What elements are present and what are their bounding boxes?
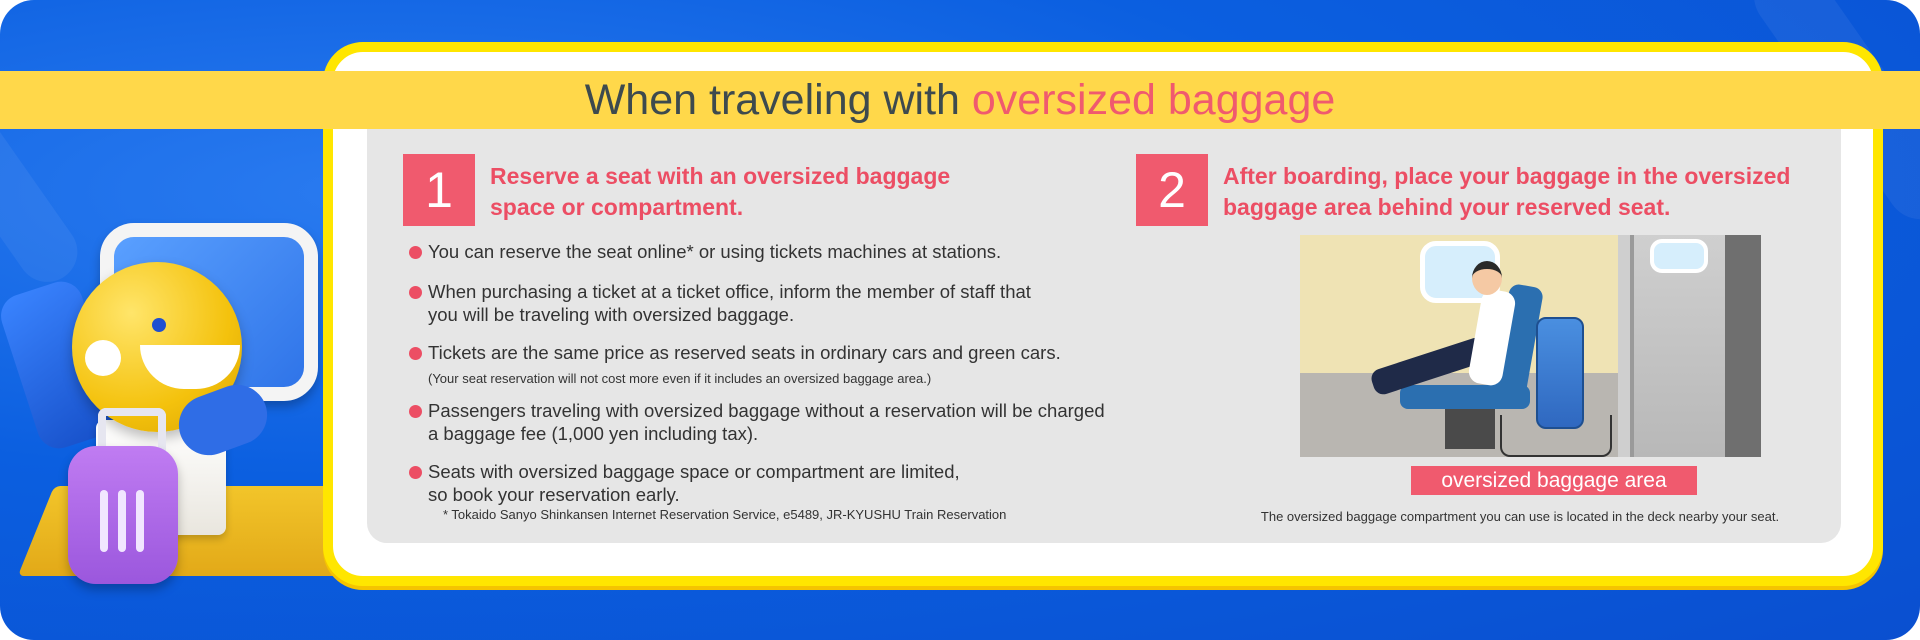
passenger-head xyxy=(1472,261,1502,295)
suitcase-stripe xyxy=(136,490,144,552)
bullet-text: Passengers traveling with oversized baggage without a reservation will be charged xyxy=(428,400,1105,421)
title-accent: oversized baggage xyxy=(971,76,1336,124)
baggage-caption: The oversized baggage compartment you can use is located in the deck nearby your seat. xyxy=(1260,509,1780,524)
bullet-text-cont: so book your reservation early. xyxy=(428,484,680,505)
suitcase-stripe xyxy=(100,490,108,552)
bullet-text-cont: a baggage fee (1,000 yen including tax). xyxy=(428,423,759,444)
door-window xyxy=(1650,239,1708,273)
bullet-text: When purchasing a ticket at a ticket office, inform the member of staff that xyxy=(428,281,1031,302)
bullet-subnote: (Your seat reservation will not cost more even if it includes an oversized baggage area.) xyxy=(428,371,932,386)
train-seat-illustration xyxy=(1300,235,1761,457)
baggage-area-label: oversized baggage area xyxy=(1411,466,1697,495)
step-2-heading xyxy=(1223,161,1790,223)
bullet-item xyxy=(428,460,960,506)
bullet-item xyxy=(428,280,1031,326)
mascot-hand xyxy=(85,340,121,376)
seat-base xyxy=(1445,409,1495,449)
seat-cushion xyxy=(1400,385,1530,409)
step-2-badge: 2 xyxy=(1136,154,1208,226)
step-1-heading-line1: Reserve a seat with an oversized baggage xyxy=(490,163,951,189)
bullet-item xyxy=(428,399,1105,445)
train-door-edge xyxy=(1725,235,1761,457)
suitcase-stripe xyxy=(118,490,126,552)
bullet-text: Tickets are the same price as reserved seats in ordinary cars and green cars. xyxy=(428,342,1061,363)
title-prefix: When traveling with xyxy=(584,76,972,124)
bullet-text: You can reserve the seat online* or using tickets machines at stations. xyxy=(428,241,1002,262)
step-1-heading-line2: space or compartment. xyxy=(490,194,744,220)
bullet-item xyxy=(428,240,1001,263)
bullet-item xyxy=(428,341,1061,390)
mascot-eye xyxy=(152,318,166,332)
footnote: * Tokaido Sanyo Shinkansen Internet Reservation Service, e5489, JR-KYUSHU Train Reservation xyxy=(443,507,1007,522)
step-2-heading-line2: baggage area behind your reserved seat. xyxy=(1223,194,1671,220)
step-2-heading-line1: After boarding, place your baggage in the oversized xyxy=(1223,163,1791,189)
bullet-text: Seats with oversized baggage space or compartment are limited, xyxy=(428,461,960,482)
bullet-text-cont: you will be traveling with oversized baggage. xyxy=(428,304,795,325)
step-1-badge: 1 xyxy=(403,154,475,226)
baggage-area-bracket xyxy=(1500,415,1612,457)
step-1-heading xyxy=(490,161,950,223)
suitcase-icon xyxy=(1536,317,1584,429)
page-title xyxy=(0,71,1920,129)
